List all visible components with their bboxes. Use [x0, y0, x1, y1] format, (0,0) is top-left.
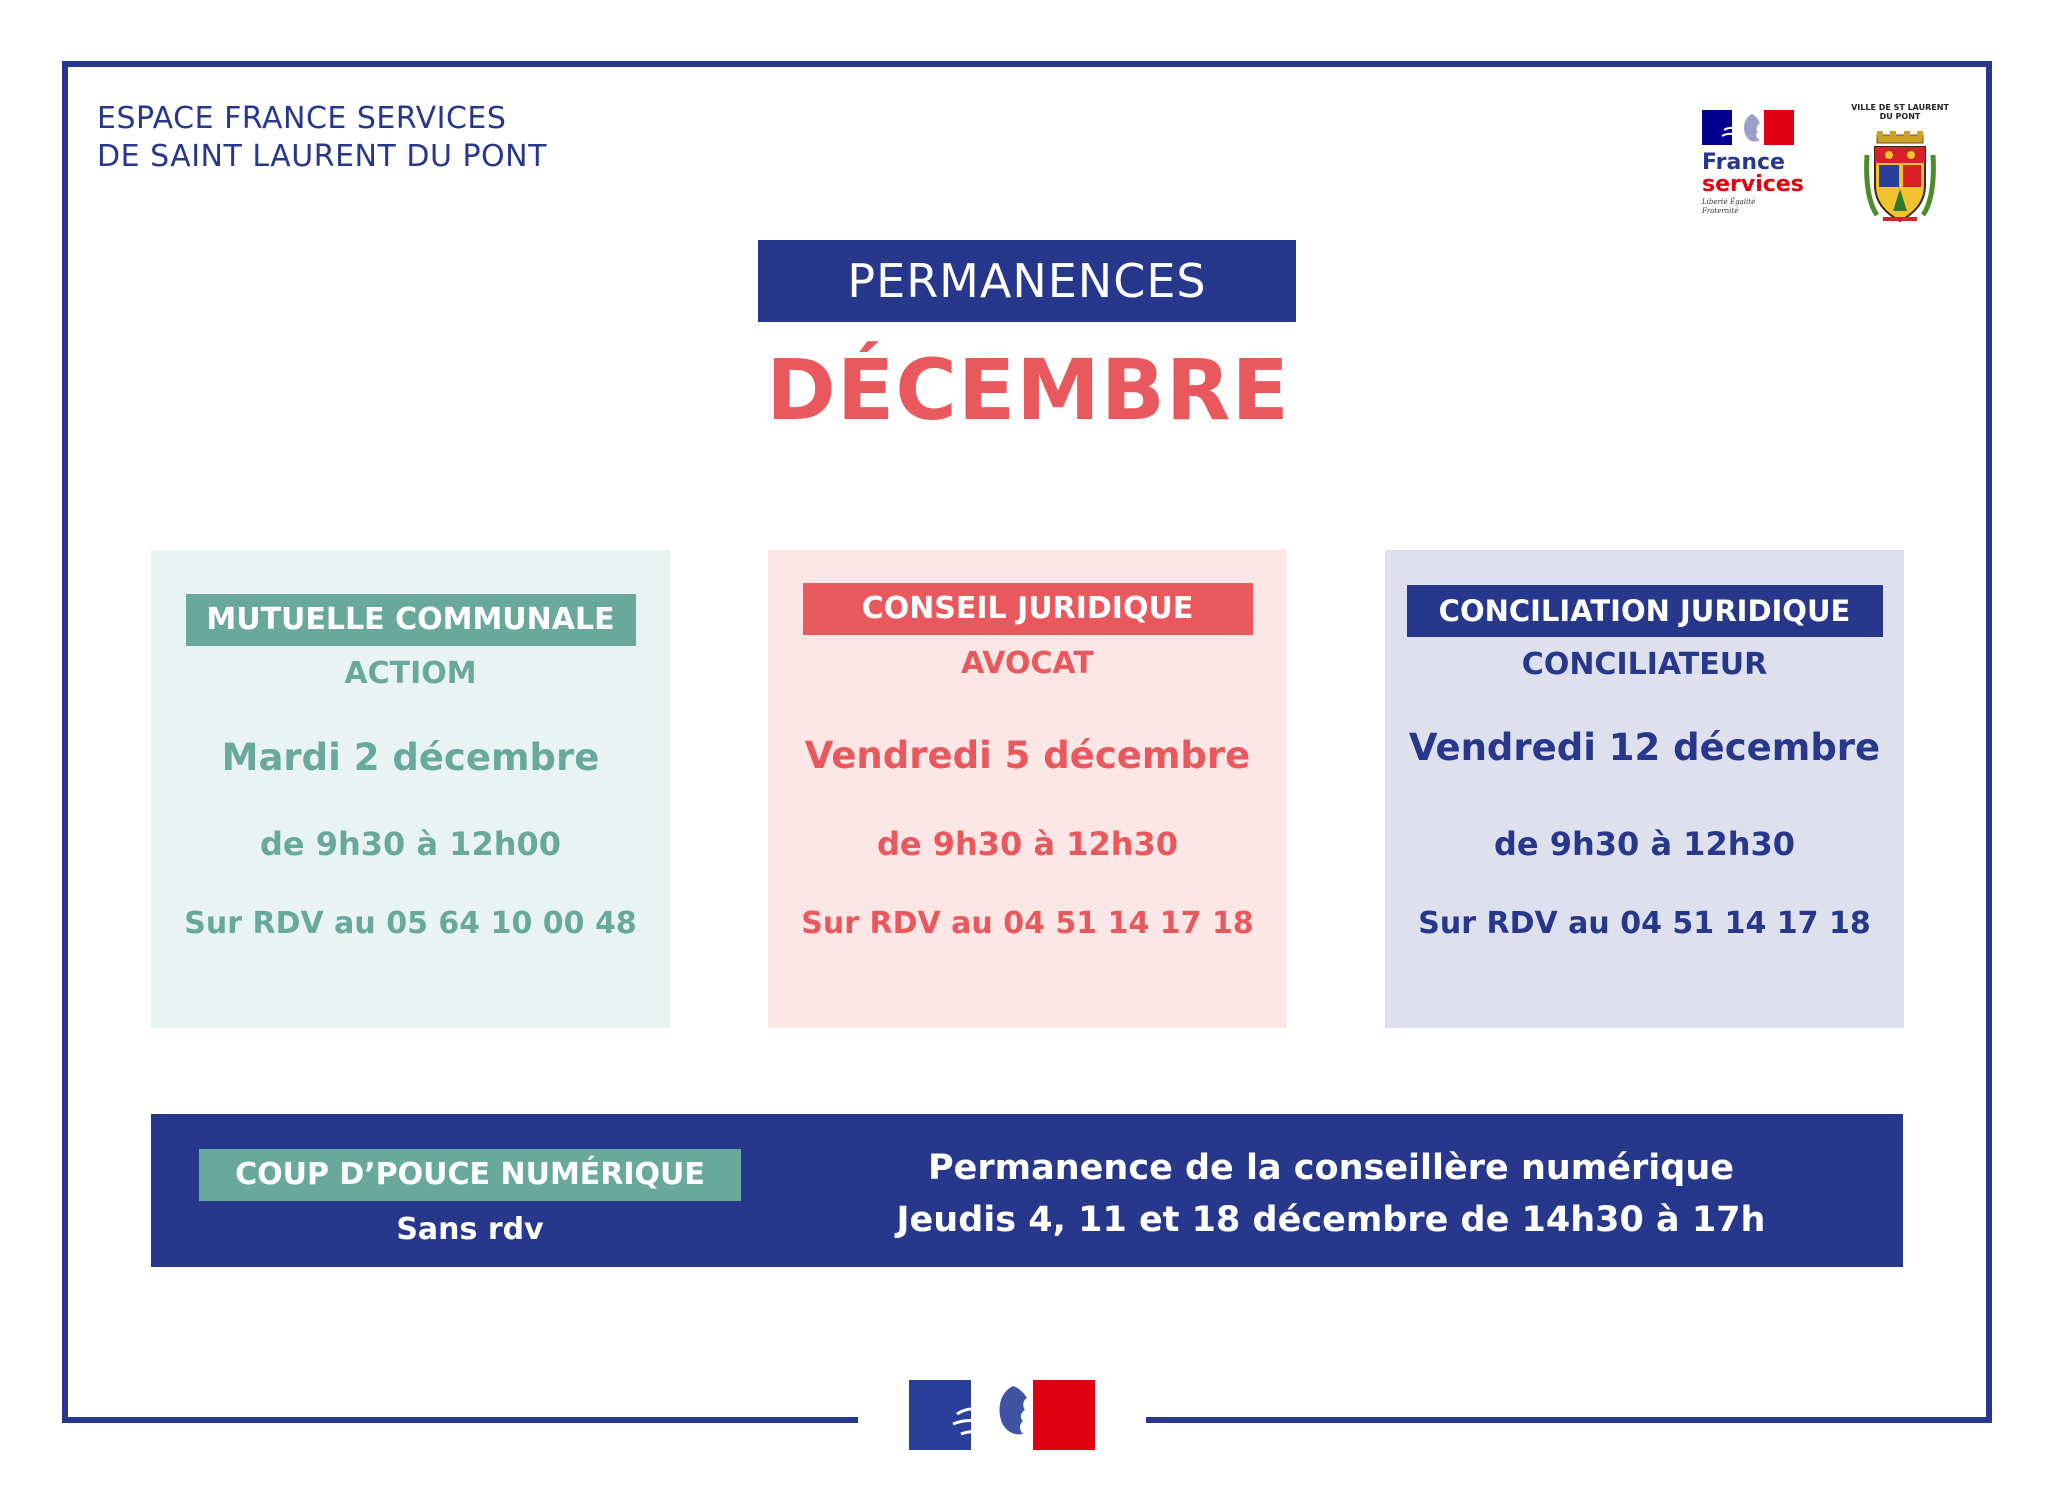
card-subtitle: CONCILIATEUR: [1521, 647, 1768, 682]
card-date: Vendredi 12 décembre: [1408, 726, 1881, 769]
banner-subtitle: Sans rdv: [396, 1212, 544, 1247]
card-subtitle: ACTIOM: [344, 656, 477, 691]
republic-motto: Liberté Égalité Fraternité: [1702, 198, 1756, 215]
city-crest-icon: [1863, 129, 1937, 227]
card-contact: Sur RDV au 04 51 14 17 18: [1418, 906, 1871, 941]
france-services-line1: France: [1702, 150, 1785, 175]
card-mutuelle: [151, 550, 670, 1028]
month-heading: DÉCEMBRE: [766, 341, 1290, 439]
france-services-logo: [1700, 110, 1804, 230]
frame-bottom-left: [62, 1417, 858, 1423]
card-tag: CONCILIATION JURIDIQUE: [1407, 585, 1883, 637]
card-tag: CONSEIL JURIDIQUE: [803, 583, 1253, 635]
organization-title: [97, 100, 547, 176]
banner-info: [831, 1142, 1831, 1246]
card-subtitle: AVOCAT: [961, 646, 1094, 681]
digital-help-banner: [151, 1114, 1903, 1267]
marianne-flag-icon: [1702, 110, 1794, 145]
city-logo: [1845, 103, 1955, 233]
frame-bottom-right: [1146, 1417, 1992, 1423]
card-date: Vendredi 5 décembre: [804, 734, 1251, 777]
card-hours: de 9h30 à 12h30: [876, 825, 1179, 863]
banner-line1: Permanence de la conseillère numérique: [928, 1148, 1734, 1188]
banner-line2: Jeudis 4, 11 et 18 décembre de 14h30 à 17h: [896, 1200, 1766, 1240]
organization-line1: ESPACE FRANCE SERVICES: [97, 101, 507, 136]
card-tag: MUTUELLE COMMUNALE: [186, 594, 636, 646]
city-name: VILLE DE ST LAURENT DU PONT: [1851, 103, 1949, 121]
organization-line2: DE SAINT LAURENT DU PONT: [97, 139, 547, 174]
banner-tag: COUP D’POUCE NUMÉRIQUE: [199, 1149, 741, 1201]
card-date: Mardi 2 décembre: [221, 736, 600, 779]
card-conciliation: [1385, 550, 1904, 1028]
card-contact: Sur RDV au 04 51 14 17 18: [801, 906, 1254, 941]
page-title: PERMANENCES: [758, 240, 1296, 322]
card-conseil-juridique: [768, 550, 1287, 1028]
card-hours: de 9h30 à 12h00: [259, 825, 562, 863]
card-contact: Sur RDV au 05 64 10 00 48: [184, 906, 637, 941]
france-services-line2: services: [1702, 172, 1804, 197]
marianne-logo-icon: [909, 1380, 1095, 1450]
card-hours: de 9h30 à 12h30: [1493, 825, 1796, 863]
